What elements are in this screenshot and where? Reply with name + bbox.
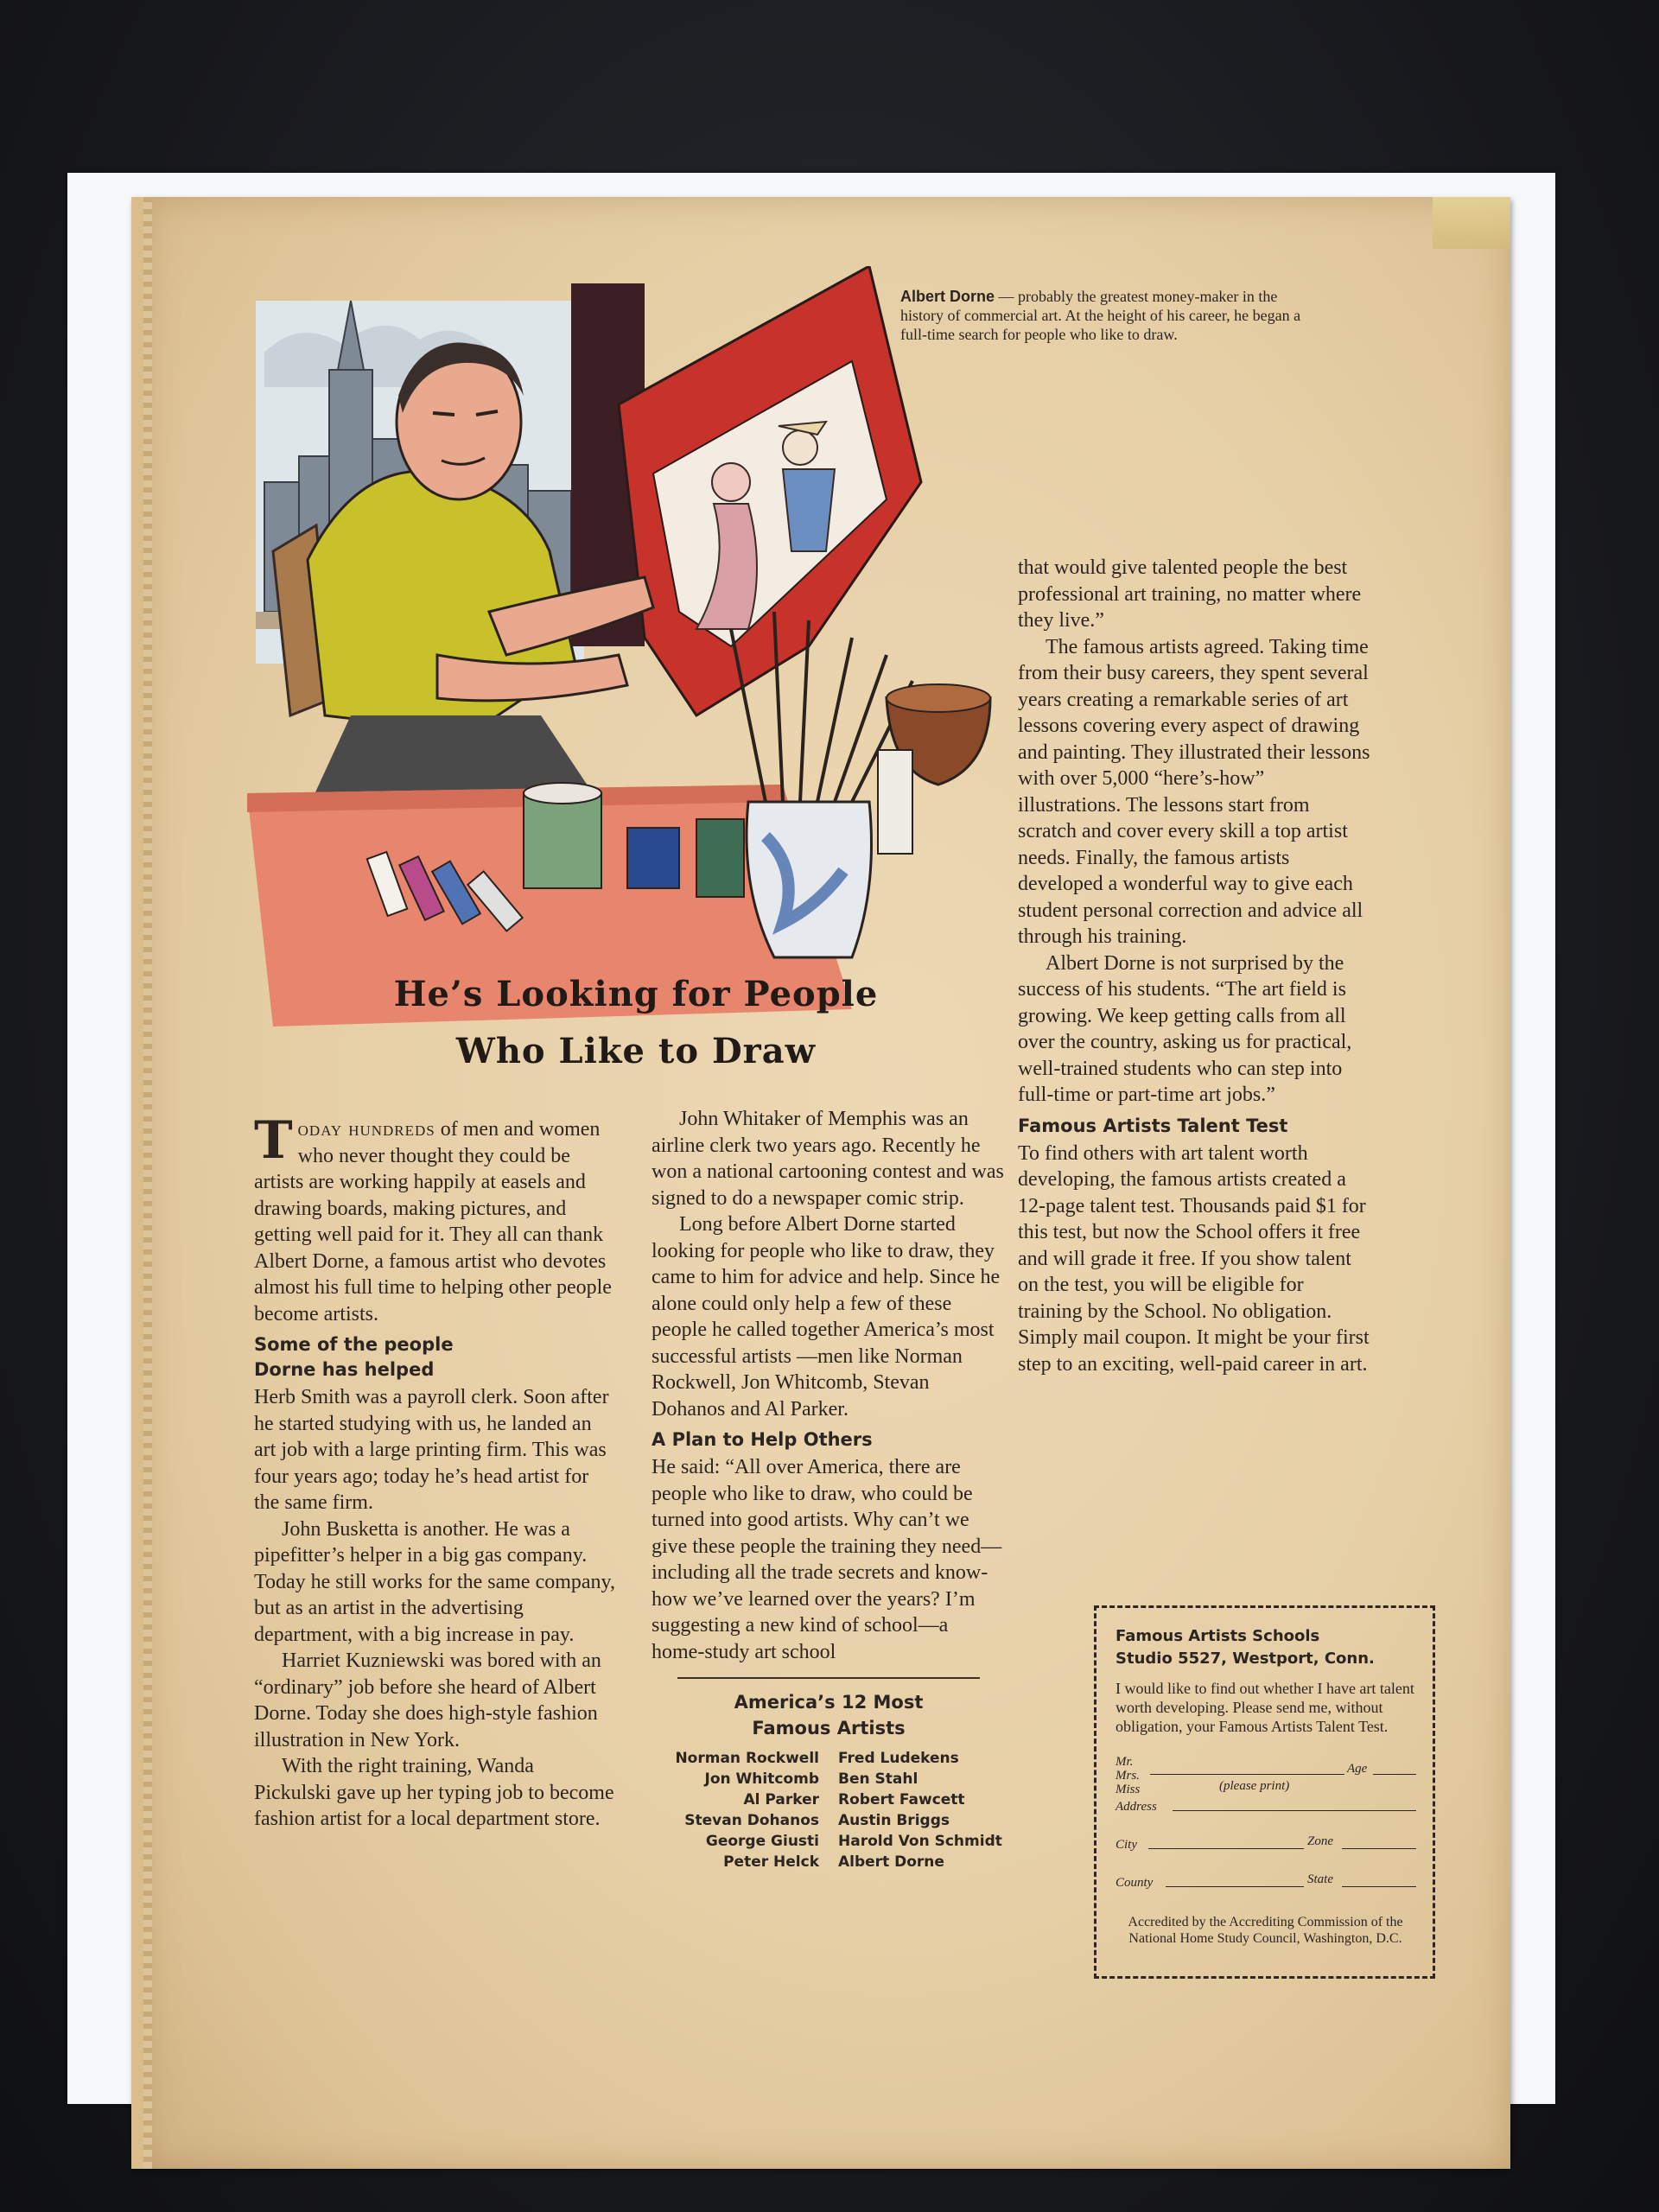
title-mr: Mr. — [1116, 1755, 1134, 1769]
state-line — [1342, 1886, 1416, 1887]
artist-name: Robert Fawcett — [838, 1791, 965, 1808]
coupon-body: I would like to find out whether I have art talent worth developing. Please send me, without obligation, your Famous Artists Talent Test. — [1116, 1680, 1414, 1735]
paragraph-john-busketta: John Busketta is another. He was a pipefitter’s helper in a big gas company. Today he still works for the same company, but as an artist in the advertising department, with a big increase in pay. — [254, 1517, 615, 1646]
column-3 — [1018, 555, 1372, 1377]
caption-name: Albert Dorne — [900, 288, 995, 305]
artist-name: Harold Von Schmidt — [838, 1833, 1002, 1850]
subhead-plan: A Plan to Help Others — [652, 1429, 873, 1450]
county-label: County — [1116, 1876, 1154, 1890]
artist-name: Albert Dorne — [838, 1853, 944, 1871]
subhead-people-helped — [254, 1332, 615, 1382]
drop-cap: T — [254, 1110, 293, 1171]
address-label: Address — [1116, 1800, 1157, 1814]
address-field[interactable] — [1116, 1800, 1415, 1838]
comic-back-cover — [131, 197, 1510, 2169]
coupon-header — [1116, 1625, 1415, 1670]
subhead-line-1: Some of the people — [254, 1334, 454, 1355]
artist-name: Fred Ludekens — [838, 1750, 959, 1767]
paragraph-he-said: He said: “All over America, there are people who like to draw, who could be turned into good artists. Why can’t we give these people the training they need—including all the trade secrets and know-how we’ve learned over the years? I’m suggesting a new kind of school—a home-study art school — [652, 1456, 1002, 1663]
column-1 — [254, 1110, 615, 1833]
tape-strip — [1433, 197, 1510, 249]
page-edge — [143, 197, 152, 2169]
paragraph-that-would-give: that would give talented people the best professional art training, no matter where they live.” — [1018, 556, 1362, 632]
coupon-address: Studio 5527, Westport, Conn. — [1116, 1649, 1375, 1668]
divider-rule — [677, 1677, 980, 1679]
intro-smallcaps: oday hundreds — [297, 1118, 435, 1141]
paragraph-harriet-kuzniewski: Harriet Kuzniewski was bored with an “ordinary” job before she heard of Albert Dorne. Today she does high-style fashion illustration in New York. — [254, 1649, 601, 1751]
paragraph-john-whitaker: John Whitaker of Memphis was an airline clerk two years ago. Recently he won a national cartooning contest and was signed to do a newspaper comic strip. — [652, 1108, 1004, 1210]
paragraph-herb-smith: Herb Smith was a payroll clerk. Soon after he started studying with us, he landed an art job with a large printing firm. This was four years ago; today he’s head artist for the same firm. — [254, 1386, 609, 1514]
headline — [299, 966, 973, 1080]
artist-name: Norman Rockwell — [675, 1750, 819, 1767]
famous-artists-title — [652, 1689, 1006, 1741]
artist-illustration — [247, 266, 1077, 1027]
title-miss: Miss — [1116, 1783, 1141, 1796]
title-mrs: Mrs. — [1116, 1769, 1140, 1783]
paragraph-long-before: Long before Albert Dorne started looking for people who like to draw, they came to him for advice and help. Since he alone could only help a few of these people he called together America’s most successful artists —men like Norman Rockwell, Jon Whitcomb, Stevan Dohanos and Al Parker. — [652, 1213, 1001, 1421]
coupon-school-name: Famous Artists Schools — [1116, 1627, 1320, 1645]
name-line — [1150, 1774, 1344, 1775]
famous-title-line-2: Famous Artists — [752, 1718, 906, 1738]
county-state-field[interactable] — [1116, 1872, 1415, 1902]
address-line — [1173, 1810, 1416, 1811]
illustration-caption — [900, 287, 1315, 344]
city-label: City — [1116, 1838, 1137, 1852]
accreditation-note: Accredited by the Accrediting Commission of the National Home Study Council, Washington, D.C. — [1128, 1915, 1403, 1946]
age-line — [1373, 1774, 1416, 1775]
paragraph-not-surprised: Albert Dorne is not surprised by the success of his students. “The art field is growing. We keep getting calls from all over the country, asking us for practical, well-trained students who can step into full-time or part-time art jobs.” — [1018, 951, 1352, 1106]
subhead-line-2: Dorne has helped — [254, 1359, 435, 1380]
paragraph-talent-test: To find others with art talent worth developing, the famous artists created a 12-page talent test. Thousands paid $1 for this test, but now the School offers it free and will grade it free. If you show talent on the test, you will be eligible for training by the School. No obligation. Simply mail coupon. It might be your first step to an exciting, well-paid career in art. — [1018, 1141, 1370, 1376]
state-label: State — [1307, 1872, 1333, 1886]
mail-coupon[interactable] — [1094, 1605, 1435, 1979]
paragraph-famous-artists-agreed: The famous artists agreed. Taking time from their busy careers, they spent several years creating a remarkable series of art lessons covering every aspect of drawing and painting. They illustrated their lessons with over 5,000 “here’s-how” illustrations. The lessons start from scratch and cover every skill a top artist needs. Finally, the famous artists developed a wonderful way to give each student personal correction and advice all through his training. — [1018, 635, 1370, 948]
artist-name: Jon Whitcomb — [704, 1770, 819, 1788]
artist-name: Peter Helck — [723, 1853, 819, 1871]
famous-title-line-1: America’s 12 Most — [734, 1692, 924, 1713]
artist-name: Al Parker — [743, 1791, 819, 1808]
column-2 — [652, 1106, 1006, 1872]
intro-text: of men and women who never thought they could be artists are working happily at easels and drawing boards, making pictures, and getting well paid for it. They all can thank Albert Dorne, a famous artist who devotes almost his full time to helping other people become artists. — [254, 1118, 612, 1325]
caption-text: — probably the greatest money-maker in the history of commercial art. At the height of his career, he began a full-time search for people who like to draw. — [900, 288, 1301, 343]
artist-name: Ben Stahl — [838, 1770, 918, 1788]
artist-name: George Giusti — [705, 1833, 819, 1850]
headline-line-2: Who Like to Draw — [455, 1031, 817, 1071]
age-label: Age — [1347, 1762, 1368, 1776]
please-print-label: (please print) — [1219, 1779, 1290, 1793]
city-zone-field[interactable] — [1116, 1834, 1415, 1876]
city-line — [1148, 1848, 1304, 1849]
zone-label: Zone — [1307, 1834, 1333, 1848]
artist-name: Austin Briggs — [838, 1812, 950, 1829]
zone-line — [1342, 1848, 1416, 1849]
artist-name: Stevan Dohanos — [684, 1812, 819, 1829]
county-line — [1166, 1886, 1304, 1887]
intro-paragraph — [254, 1110, 615, 1327]
name-field[interactable] — [1116, 1755, 1415, 1800]
headline-line-1: He’s Looking for People — [393, 974, 879, 1014]
famous-artists-list — [652, 1748, 1006, 1872]
paragraph-wanda-pickulski: With the right training, Wanda Pickulski gave up her typing job to become fashion artist for a local department store. — [254, 1755, 614, 1830]
subhead-talent-test: Famous Artists Talent Test — [1018, 1115, 1288, 1136]
